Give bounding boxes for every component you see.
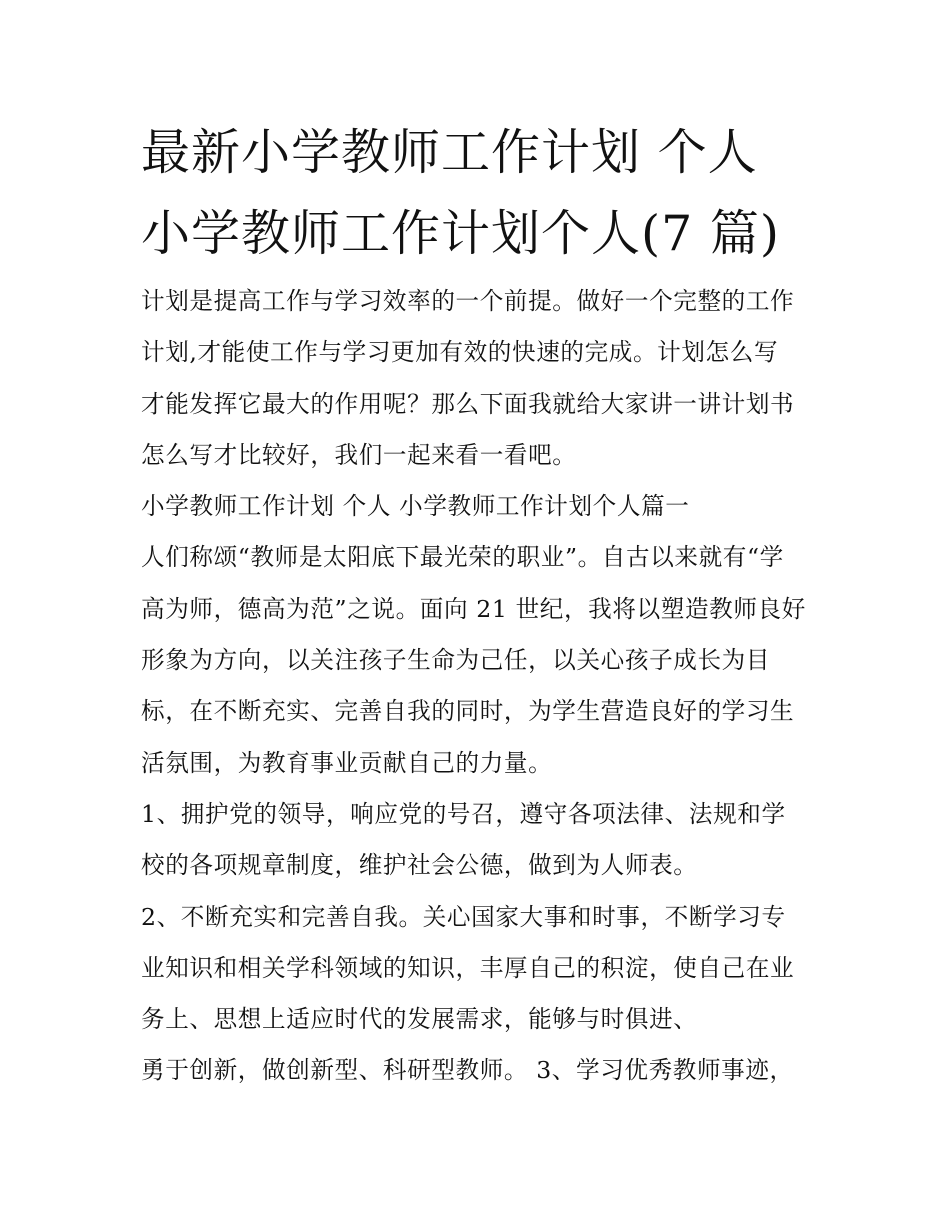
title-line-2: 小学教师工作计划个人(7 篇) (141, 205, 780, 262)
body-line: 勇于创新，做创新型、科研型教师。 3、学习优秀教师事迹， (141, 1056, 794, 1085)
body-line: 校的各项规章制度，维护社会公德，做到为人师表。 (141, 851, 698, 880)
body-line: 务上、思想上适应时代的发展需求，能够与时俱进、 (141, 1005, 698, 1034)
body-line: 怎么写才比较好，我们一起来看一看吧。 (141, 440, 577, 469)
title-line-1: 最新小学教师工作计划 个人 (141, 124, 758, 181)
body-line: 形象为方向，以关注孩子生命为己任，以关心孩子成长为目 (141, 646, 771, 675)
body-line: 活氛围，为教育事业贡献自己的力量。 (141, 748, 553, 777)
body-line: 人们称颂“教师是太阳底下最光荣的职业”。自古以来就有“学 (141, 543, 784, 572)
body-line: 标，在不断充实、完善自我的同时，为学生营造良好的学习生 (141, 697, 795, 726)
body-line: 计划,才能使工作与学习更加有效的快速的完成。计划怎么写 (141, 338, 779, 367)
body-line: 才能发挥它最大的作用呢？那么下面我就给大家讲一讲计划书 (141, 389, 795, 418)
list-item-1: 1、拥护党的领导，响应党的号召，遵守各项法律、法规和学 (141, 799, 786, 828)
list-item-2: 2、不断充实和完善自我。关心国家大事和时事，不断学习专 (141, 902, 786, 931)
section-heading: 小学教师工作计划 个人 小学教师工作计划个人篇一 (141, 492, 690, 521)
document-body (141, 276, 831, 1097)
body-line: 高为师，德高为范”之说。面向 21 世纪，我将以塑造教师良好 (141, 594, 806, 623)
body-line: 业知识和相关学科领域的知识，丰厚自己的积淀，使自己在业 (141, 953, 795, 982)
body-line: 计划是提高工作与学习效率的一个前提。做好一个完整的工作 (141, 287, 795, 315)
document-title (141, 112, 841, 274)
